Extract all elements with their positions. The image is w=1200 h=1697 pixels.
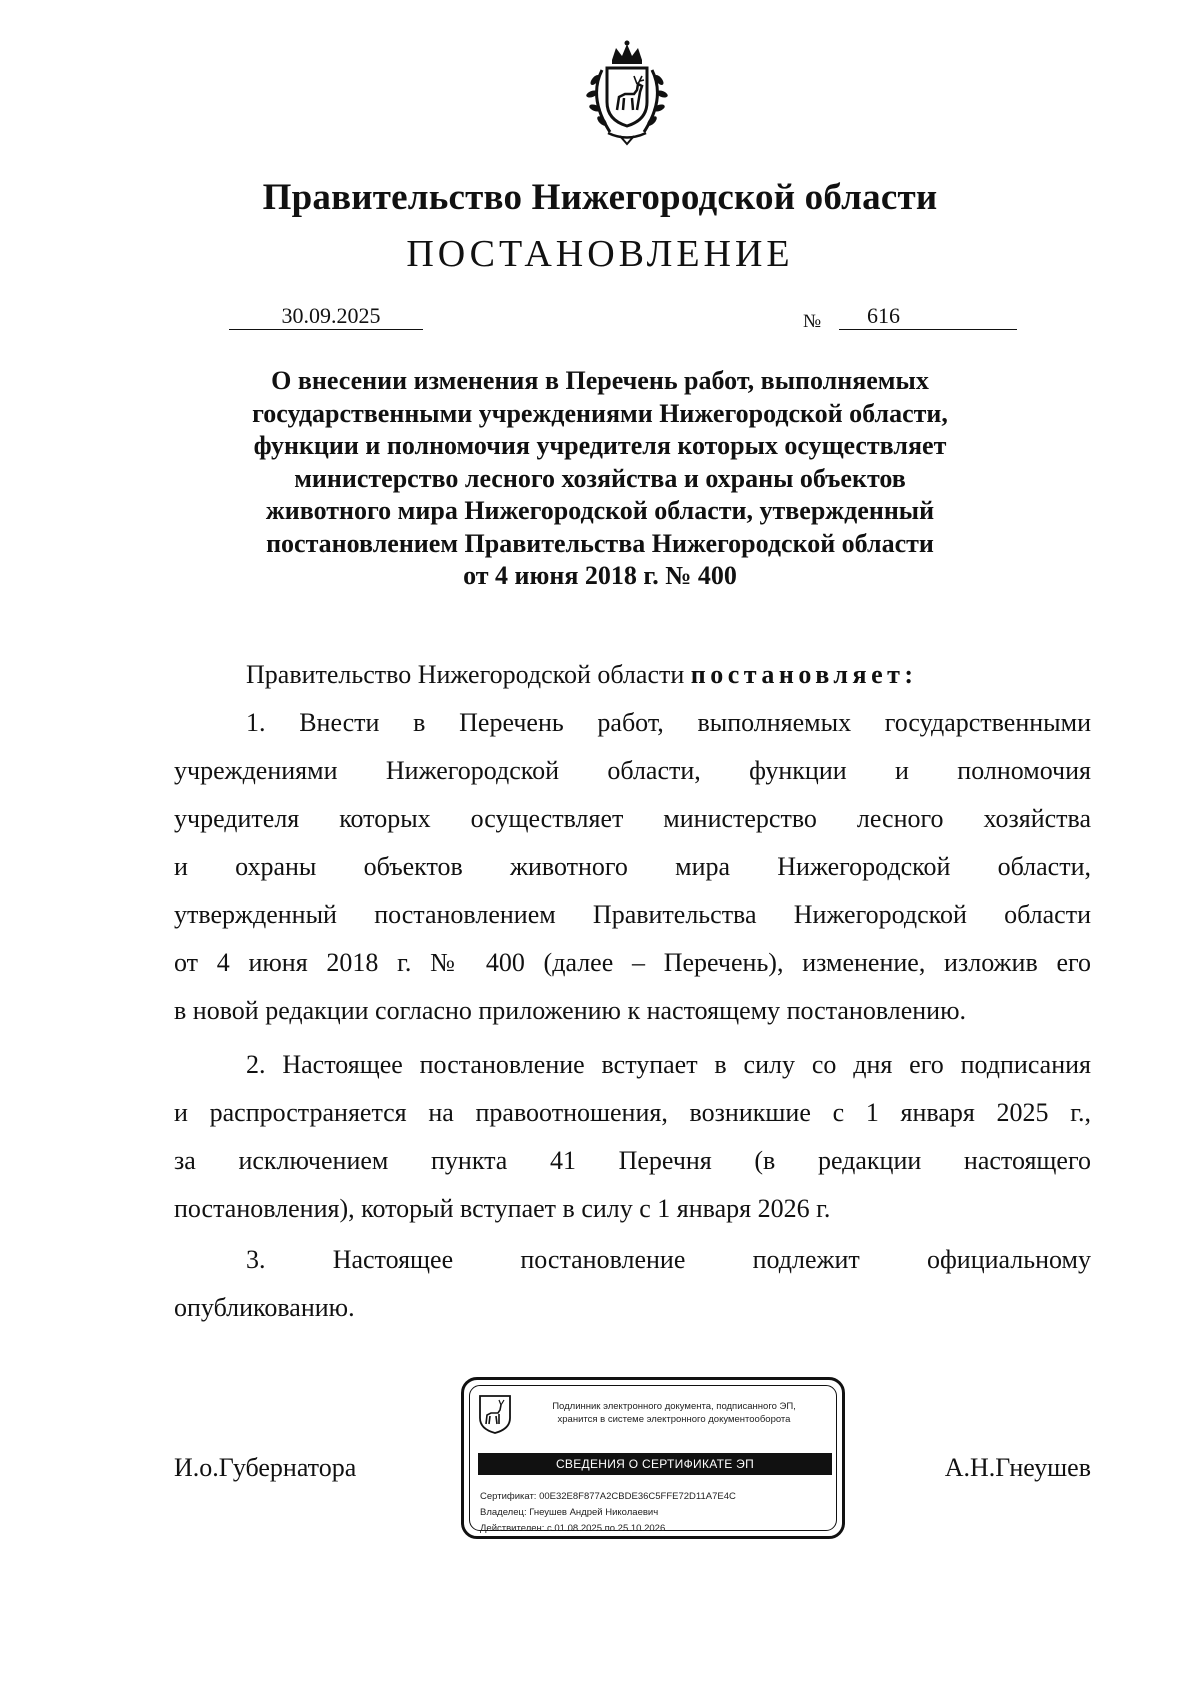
paragraph-2-line: постановления), который вступает в силу с 1 января 2026 г.	[174, 1194, 831, 1223]
deer-shield-icon	[478, 1394, 512, 1434]
paragraph-2-line: за исключением пункта 41 Перечня (в редакции настоящего	[174, 1146, 1091, 1175]
paragraph-1-line: и охраны объектов животного мира Нижегородской области,	[174, 852, 1091, 881]
electronic-signature-stamp	[461, 1377, 845, 1539]
title-line: постановлением Правительства Нижегородской области	[266, 528, 934, 558]
certificate-info-bar: СВЕДЕНИЯ О СЕРТИФИКАТЕ ЭП	[478, 1453, 832, 1475]
preamble-text: Правительство Нижегородской области	[246, 660, 685, 689]
certificate-validity: Действителен: с 01.08.2025 по 25.10.2026	[480, 1523, 666, 1534]
document-title	[170, 365, 1030, 593]
title-line: О внесении изменения в Перечень работ, выполняемых	[271, 366, 929, 395]
document-number: 616	[839, 303, 1017, 330]
paragraph-1-line: в новой редакции согласно приложению к настоящему постановлению.	[174, 996, 967, 1025]
signatory-name: А.Н.Гнеушев	[944, 1453, 1091, 1482]
paragraph-2-line: 2. Настоящее постановление вступает в силу со дня его подписания	[246, 1050, 1091, 1079]
paragraph-2-line: и распространяется на правоотношения, возникшие с 1 января 2025 г.,	[174, 1098, 1091, 1127]
certificate-details	[480, 1489, 736, 1537]
paragraph-3-line: опубликованию.	[174, 1293, 355, 1322]
paragraph-1-line: учредителя которых осуществляет министерство лесного хозяйства	[174, 804, 1091, 833]
certificate-owner: Владелец: Гнеушев Андрей Николаевич	[480, 1507, 659, 1518]
document-date: 30.09.2025	[229, 303, 423, 330]
signatory-position: И.о.Губернатора	[174, 1453, 357, 1482]
stamp-note-line: Подлинник электронного документа, подписанного ЭП,	[552, 1401, 796, 1412]
document-type: ПОСТАНОВЛЕНИЕ	[406, 233, 794, 275]
organization-name: Правительство Нижегородской области	[262, 177, 938, 218]
title-line: функции и полномочия учредителя которых осуществляет	[253, 431, 947, 460]
stamp-note-line: хранится в системе электронного документооборота	[557, 1414, 791, 1425]
preamble-resolves: постановляет:	[690, 660, 918, 689]
paragraph-3-line: 3. Настоящее постановление подлежит официальному	[246, 1245, 1091, 1274]
paragraph-1-line: от 4 июня 2018 г. № 400 (далее – Перечень), изменение, изложив его	[174, 948, 1091, 977]
coat-of-arms-emblem	[570, 40, 685, 148]
title-line: от 4 июня 2018 г. № 400	[463, 561, 737, 590]
stamp-note	[524, 1400, 824, 1426]
paragraph-1-line: 1. Внести в Перечень работ, выполняемых государственными	[246, 708, 1091, 737]
title-line: животного мира Нижегородской области, утвержденный	[265, 496, 935, 525]
paragraph-1-line: учреждениями Нижегородской области, функции и полномочия	[174, 756, 1091, 785]
title-line: министерство лесного хозяйства и охраны объектов	[294, 463, 906, 493]
preamble	[174, 660, 1091, 694]
number-sign: №	[803, 311, 822, 332]
certificate-serial: Сертификат: 00E32E8F877A2CBDE36C5FFE72D11A7E4C	[480, 1491, 736, 1502]
paragraph-1-line: утвержденный постановлением Правительства Нижегородской области	[174, 900, 1091, 929]
title-line: государственными учреждениями Нижегородской области,	[252, 398, 948, 428]
